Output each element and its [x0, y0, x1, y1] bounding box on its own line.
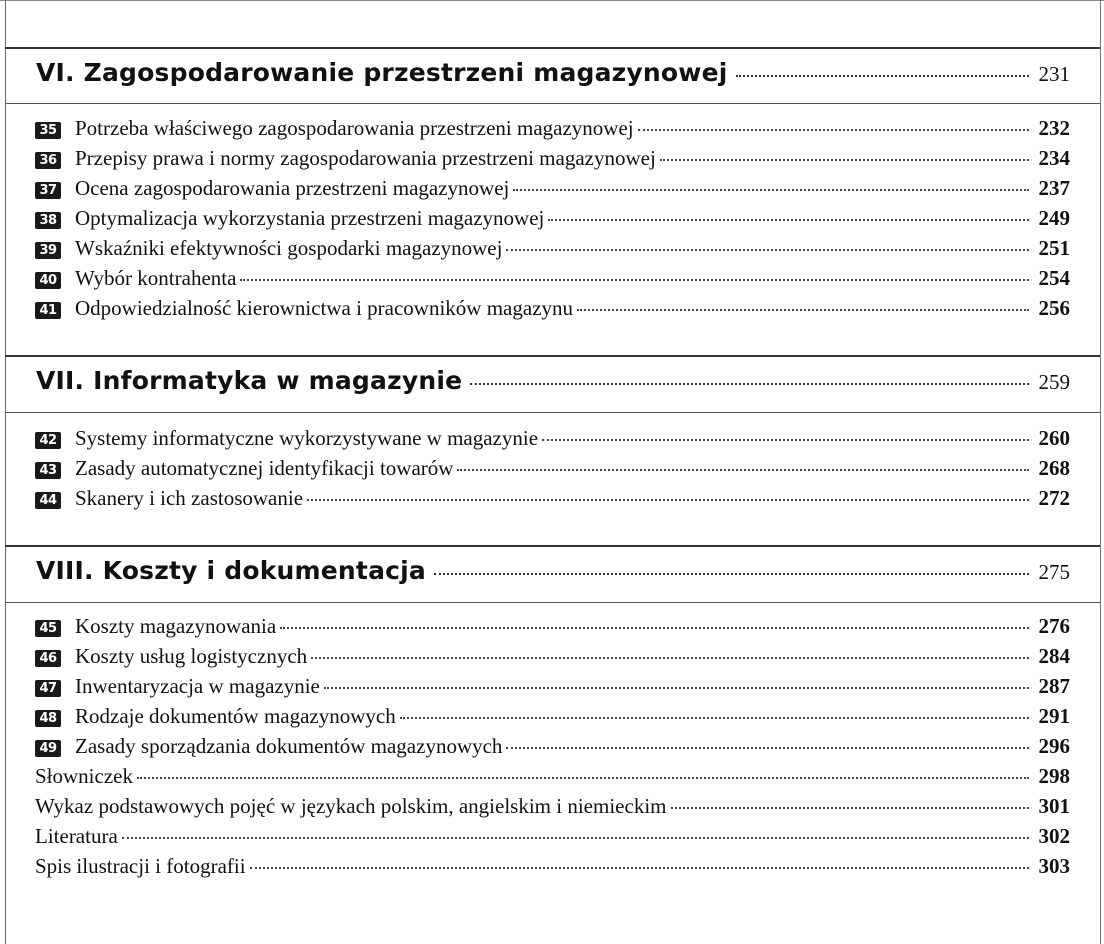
entry-title: Słowniczek — [35, 764, 133, 788]
entry-page-number: 301 — [1038, 794, 1070, 818]
chapter-divider-top — [5, 355, 1100, 357]
entry-number-badge: 39 — [35, 242, 61, 259]
toc-entry[interactable] — [35, 734, 1070, 764]
entry-number-badge: 47 — [35, 680, 61, 697]
toc-entry[interactable] — [35, 146, 1070, 176]
entry-title: Wykaz podstawowych pojęć w językach polskim, angielskim i niemieckim — [35, 794, 667, 818]
page-frame-left — [5, 0, 6, 944]
dot-leader — [470, 383, 1028, 385]
page-frame-right — [1100, 0, 1101, 944]
toc-entry[interactable] — [35, 176, 1070, 206]
toc-entry[interactable] — [35, 614, 1070, 644]
entry-page-number: 296 — [1038, 734, 1070, 758]
entry-page-number: 276 — [1038, 614, 1070, 638]
entry-page-number: 291 — [1038, 704, 1070, 728]
toc-entry-back-matter[interactable] — [35, 764, 1070, 794]
toc-entry[interactable] — [35, 116, 1070, 146]
entry-page-number: 237 — [1038, 176, 1070, 200]
toc-entry-back-matter[interactable] — [35, 824, 1070, 854]
dot-leader — [577, 309, 1028, 311]
entry-page-number: 287 — [1038, 674, 1070, 698]
entry-page-number: 232 — [1038, 116, 1070, 140]
entry-page-number: 260 — [1038, 426, 1070, 450]
entry-title: Potrzeba właściwego zagospodarowania przestrzeni magazynowej — [75, 116, 634, 140]
toc-entry[interactable] — [35, 644, 1070, 674]
dot-leader — [122, 837, 1029, 839]
dot-leader — [506, 747, 1028, 749]
entry-number-badge: 37 — [35, 182, 61, 199]
entry-title: Inwentaryzacja w magazynie — [75, 674, 320, 698]
dot-leader — [736, 75, 1029, 77]
entry-number-badge: 48 — [35, 710, 61, 727]
dot-leader — [434, 573, 1029, 575]
entry-number-badge: 44 — [35, 492, 61, 509]
toc-entry[interactable] — [35, 704, 1070, 734]
dot-leader — [324, 687, 1029, 689]
dot-leader — [542, 439, 1028, 441]
entry-title: Optymalizacja wykorzystania przestrzeni magazynowej — [75, 206, 545, 230]
entry-title: Przepisy prawa i normy zagospodarowania przestrzeni magazynowej — [75, 146, 656, 170]
toc-entry[interactable] — [35, 206, 1070, 236]
entry-title: Systemy informatyczne wykorzystywane w magazynie — [75, 426, 539, 450]
dot-leader — [457, 469, 1028, 471]
toc-entry[interactable] — [35, 266, 1070, 296]
chapter-divider-bottom — [5, 103, 1100, 104]
entry-page-number: 249 — [1038, 206, 1070, 230]
chapter-title: VII. Informatyka w magazynie — [36, 366, 463, 395]
dot-leader — [240, 279, 1028, 281]
entry-number-badge: 43 — [35, 462, 61, 479]
chapter-page-number: 231 — [1038, 62, 1070, 86]
dot-leader — [250, 867, 1029, 869]
entry-number-badge: 40 — [35, 272, 61, 289]
chapter-heading[interactable] — [36, 556, 1070, 592]
entry-number-badge: 35 — [35, 122, 61, 139]
entry-page-number: 303 — [1038, 854, 1070, 878]
entry-title: Koszty usług logistycznych — [75, 644, 308, 668]
dot-leader — [311, 657, 1028, 659]
entry-number-badge: 45 — [35, 620, 61, 637]
entry-title: Wybór kontrahenta — [75, 266, 237, 290]
entry-page-number: 284 — [1038, 644, 1070, 668]
dot-leader — [307, 499, 1028, 501]
entry-title: Literatura — [35, 824, 118, 848]
entry-page-number: 256 — [1038, 296, 1070, 320]
entry-title: Zasady automatycznej identyfikacji towarów — [75, 456, 454, 480]
entry-title: Rodzaje dokumentów magazynowych — [75, 704, 396, 728]
entry-page-number: 298 — [1038, 764, 1070, 788]
chapter-page-number: 275 — [1038, 560, 1070, 584]
dot-leader — [660, 159, 1029, 161]
toc-entry[interactable] — [35, 674, 1070, 704]
entry-page-number: 302 — [1038, 824, 1070, 848]
entry-title: Wskaźniki efektywności gospodarki magazynowej — [75, 236, 503, 260]
entry-page-number: 268 — [1038, 456, 1070, 480]
dot-leader — [513, 189, 1028, 191]
dot-leader — [506, 249, 1028, 251]
entry-title: Skanery i ich zastosowanie — [75, 486, 304, 510]
entry-number-badge: 41 — [35, 302, 61, 319]
entry-number-badge: 49 — [35, 740, 61, 757]
chapter-heading[interactable] — [36, 366, 1070, 402]
entry-title: Ocena zagospodarowania przestrzeni magazynowej — [75, 176, 510, 200]
entry-title: Odpowiedzialność kierownictwa i pracowników magazynu — [75, 296, 574, 320]
toc-entry[interactable] — [35, 426, 1070, 456]
toc-entry[interactable] — [35, 486, 1070, 516]
entry-number-badge: 42 — [35, 432, 61, 449]
chapter-page-number: 259 — [1038, 370, 1070, 394]
entry-title: Spis ilustracji i fotografii — [35, 854, 246, 878]
entry-page-number: 272 — [1038, 486, 1070, 510]
dot-leader — [137, 777, 1029, 779]
chapter-divider-top — [5, 47, 1100, 49]
entry-title: Koszty magazynowania — [75, 614, 277, 638]
dot-leader — [548, 219, 1028, 221]
chapter-title: VIII. Koszty i dokumentacja — [36, 556, 426, 585]
dot-leader — [638, 129, 1029, 131]
entry-number-badge: 38 — [35, 212, 61, 229]
toc-entry-back-matter[interactable] — [35, 794, 1070, 824]
entry-page-number: 254 — [1038, 266, 1070, 290]
toc-entry[interactable] — [35, 236, 1070, 266]
entry-page-number: 251 — [1038, 236, 1070, 260]
chapter-heading[interactable] — [36, 58, 1070, 94]
toc-entry-back-matter[interactable] — [35, 854, 1070, 884]
entry-number-badge: 36 — [35, 152, 61, 169]
chapter-divider-top — [5, 545, 1100, 547]
page-frame-top — [0, 0, 1104, 1]
dot-leader — [671, 807, 1029, 809]
chapter-title: VI. Zagospodarowanie przestrzeni magazynowej — [36, 58, 728, 87]
toc-entry[interactable] — [35, 456, 1070, 486]
entry-number-badge: 46 — [35, 650, 61, 667]
chapter-divider-bottom — [5, 602, 1100, 603]
toc-entry[interactable] — [35, 296, 1070, 326]
dot-leader — [400, 717, 1029, 719]
chapter-divider-bottom — [5, 412, 1100, 413]
entry-page-number: 234 — [1038, 146, 1070, 170]
entry-title: Zasady sporządzania dokumentów magazynowych — [75, 734, 503, 758]
dot-leader — [280, 627, 1028, 629]
